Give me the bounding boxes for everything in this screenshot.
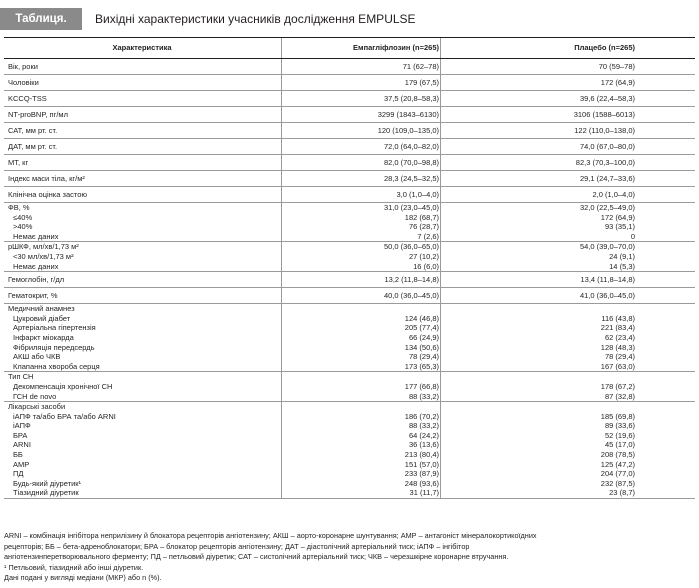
table-label-badge: Таблиця. — [0, 8, 82, 30]
table-row — [4, 75, 695, 90]
table-title-row — [0, 8, 699, 30]
placebo-value: 0 — [630, 231, 635, 241]
placebo-value: 87 (32,8) — [604, 391, 635, 401]
placebo-value: 82,3 (70,3–100,0) — [575, 158, 635, 167]
empagliflozin-value: 88 (33,2) — [408, 391, 439, 401]
table-row — [4, 343, 695, 353]
empagliflozin-value: 13,2 (11,8–14,8) — [384, 275, 439, 285]
placebo-value: 70 (59–78) — [598, 62, 635, 71]
table-row — [4, 213, 695, 223]
row-label: Немає даних — [13, 231, 59, 241]
table-row — [4, 171, 695, 186]
row-label: Немає даних — [13, 261, 59, 271]
table-row — [4, 203, 695, 213]
row-label: Фібриляція передсердь — [13, 342, 95, 352]
placebo-value: 167 (63,0) — [600, 361, 635, 371]
empagliflozin-value: 124 (46,8) — [404, 313, 439, 323]
row-label: іАПФ — [13, 421, 31, 431]
empagliflozin-value: 7 (2,6) — [417, 231, 439, 241]
row-label: >40% — [13, 222, 33, 232]
placebo-value: 14 (5,3) — [609, 261, 635, 271]
empagliflozin-value: 82,0 (70,0–98,8) — [383, 158, 439, 167]
table-row — [4, 222, 695, 232]
empagliflozin-value: 27 (10,2) — [408, 251, 439, 261]
empagliflozin-value: 248 (93,6) — [404, 478, 439, 488]
table-row-group — [4, 288, 695, 304]
table-row-group — [4, 272, 695, 288]
placebo-value: 54,0 (39,0–70,0) — [579, 242, 635, 252]
table-row — [4, 333, 695, 343]
row-label: АКШ або ЧКВ — [13, 352, 61, 362]
empagliflozin-value: 37,5 (20,8–58,3) — [383, 94, 439, 103]
empagliflozin-value: 31,0 (23,0–45,0) — [383, 203, 439, 212]
empagliflozin-value: 120 (109,0–135,0) — [377, 126, 439, 135]
table-row — [4, 479, 695, 489]
row-label: рШКФ, мл/хв/1,73 м² — [8, 242, 79, 252]
table-row-group — [4, 91, 695, 107]
table-row-group — [4, 155, 695, 171]
table-row — [4, 431, 695, 441]
row-label: Будь-який діуретик¹ — [13, 478, 82, 488]
table-title: Вихідні характеристики учасників дослідження EMPULSE — [95, 12, 416, 26]
placebo-value: 23 (8,7) — [609, 488, 635, 498]
header-characteristic: Характеристика — [112, 43, 172, 52]
table-row — [4, 412, 695, 422]
table-row — [4, 402, 695, 412]
table-row-group — [4, 402, 695, 499]
placebo-value: 208 (78,5) — [600, 450, 635, 460]
empagliflozin-value: 88 (33,2) — [408, 421, 439, 431]
row-label: ARNI — [13, 440, 31, 450]
empagliflozin-value: 3,0 (1,0–4,0) — [396, 190, 439, 199]
placebo-value: 128 (48,3) — [600, 342, 635, 352]
placebo-value: 2,0 (1,0–4,0) — [592, 190, 635, 199]
empagliflozin-value: 72,0 (64,0–82,0) — [383, 142, 439, 151]
row-label: АМР — [13, 459, 30, 469]
placebo-value: 52 (19,6) — [604, 430, 635, 440]
row-label: NT-proBNP, пг/мл — [8, 110, 68, 119]
placebo-value: 178 (67,2) — [600, 381, 635, 391]
row-label: KCCQ-TSS — [8, 94, 47, 103]
table-row — [4, 372, 695, 382]
placebo-value: 13,4 (11,8–14,8) — [580, 275, 635, 285]
row-label: Цукровий діабет — [13, 313, 71, 323]
row-label: Медичний анамнез — [8, 304, 75, 314]
table-row — [4, 155, 695, 170]
table-row-group — [4, 242, 695, 272]
table-row — [4, 352, 695, 362]
table-row — [4, 59, 695, 74]
row-label: ДАТ, мм рт. ст. — [8, 142, 58, 151]
row-label: МТ, кг — [8, 158, 29, 167]
row-label: Гемоглобін, г/дл — [8, 275, 65, 285]
empagliflozin-value: 31 (11,7) — [409, 488, 439, 498]
table-row-group — [4, 123, 695, 139]
empagliflozin-value: 36 (13,6) — [408, 440, 439, 450]
placebo-value: 45 (17,0) — [604, 440, 635, 450]
table-row — [4, 262, 695, 272]
placebo-value: 24 (9,1) — [609, 251, 635, 261]
empagliflozin-value: 173 (65,3) — [404, 361, 439, 371]
empagliflozin-value: 64 (24,2) — [408, 430, 439, 440]
empagliflozin-value: 40,0 (36,0–45,0) — [383, 291, 439, 301]
row-label: <30 мл/хв/1,73 м² — [13, 251, 74, 261]
empagliflozin-value: 182 (68,7) — [404, 212, 439, 222]
placebo-value: 3106 (1588–6013) — [573, 110, 635, 119]
empagliflozin-value: 66 (24,9) — [408, 332, 439, 342]
footnote-line: рецепторів; ББ – бета-адреноблокатори; БРА – блокатор рецепторів ангіотензину; ДАТ – діастолічний артеріальний тиск; іАПФ – інгібітор — [4, 541, 470, 551]
table-row-group — [4, 75, 695, 91]
placebo-value: 172 (64,9) — [600, 212, 635, 222]
table-row — [4, 304, 695, 314]
footnote-line: Дані подані у вигляді медіани (МКР) або n (%). — [4, 573, 162, 583]
empagliflozin-value: 78 (29,4) — [408, 352, 439, 362]
placebo-value: 78 (29,4) — [604, 352, 635, 362]
row-label: Декомпенсація хронічної СН — [13, 381, 113, 391]
placebo-value: 93 (35,1) — [604, 222, 635, 232]
footnote-line: ангіотензинперетворювального ферменту; ПД – петльовий діуретик; САТ – систолічний артеріальний тиск; ЧКВ – черезшкірне коронарне втручання. — [4, 552, 509, 562]
table-row — [4, 460, 695, 470]
row-label: Тіазидний діуретик — [13, 488, 79, 498]
table-row — [4, 323, 695, 333]
row-label: іАПФ та/або БРА та/або ARNI — [13, 411, 116, 421]
row-label: Артеріальна гіпертензія — [13, 323, 96, 333]
placebo-value: 122 (110,0–138,0) — [574, 126, 635, 135]
placebo-value: 232 (87,5) — [600, 478, 635, 488]
placebo-value: 116 (43,8) — [601, 313, 635, 323]
row-label: Індекс маси тіла, кг/м² — [8, 174, 85, 183]
row-label: Гематокрит, % — [8, 291, 58, 301]
row-label: ББ — [13, 450, 23, 460]
row-label: Інфаркт міокарда — [13, 332, 74, 342]
table-row — [4, 421, 695, 431]
row-label: Лікарські засоби — [8, 402, 66, 412]
empagliflozin-value: 71 (62–78) — [402, 62, 439, 71]
table-row-group — [4, 372, 695, 402]
empagliflozin-value: 233 (87,9) — [404, 469, 439, 479]
row-label: ≤40% — [13, 212, 33, 222]
table-row-group — [4, 59, 695, 75]
row-label: ПД — [13, 469, 24, 479]
placebo-value: 185 (69,8) — [600, 411, 635, 421]
placebo-value: 41,0 (36,0–45,0) — [579, 291, 635, 301]
placebo-value: 172 (64,9) — [600, 78, 635, 87]
header-empagliflozin: Емпагліфлозин (n=265) — [353, 43, 439, 52]
placebo-value: 39,6 (22,4–58,3) — [579, 94, 635, 103]
table-row-group — [4, 171, 695, 187]
characteristics-table — [4, 37, 695, 499]
empagliflozin-value: 177 (66,8) — [404, 381, 439, 391]
table-row — [4, 252, 695, 262]
header-placebo: Плацебо (n=265) — [574, 43, 635, 52]
table-row — [4, 242, 695, 252]
placebo-value: 62 (23,4) — [604, 332, 635, 342]
table-row-group — [4, 203, 695, 242]
placebo-value: 89 (33,6) — [604, 421, 635, 431]
table-row — [4, 450, 695, 460]
placebo-value: 29,1 (24,7–33,6) — [579, 174, 635, 183]
empagliflozin-value: 134 (50,6) — [404, 342, 439, 352]
footnote-line: ¹ Петльовий, тіазидний або інші діуретик. — [4, 562, 144, 572]
table-row-group — [4, 107, 695, 123]
empagliflozin-value: 213 (80,4) — [404, 450, 439, 460]
table-row — [4, 139, 695, 154]
row-label: САТ, мм рт. ст. — [8, 126, 58, 135]
table-body — [4, 59, 695, 499]
table-row-group — [4, 304, 695, 372]
row-label: Клінічна оцінка застою — [8, 190, 88, 199]
table-row — [4, 488, 695, 498]
table-row — [4, 91, 695, 106]
table-row — [4, 187, 695, 202]
empagliflozin-value: 186 (70,2) — [404, 411, 439, 421]
row-label: Тип СН — [8, 372, 34, 382]
empagliflozin-value: 3299 (1843–6130) — [377, 110, 439, 119]
row-label: ГСН de novo — [13, 391, 57, 401]
table-row-group — [4, 139, 695, 155]
empagliflozin-value: 179 (67,5) — [404, 78, 439, 87]
table-row — [4, 392, 695, 402]
table-row — [4, 272, 695, 287]
empagliflozin-value: 50,0 (36,0–65,0) — [383, 242, 439, 252]
row-label: ФВ, % — [8, 203, 30, 212]
table-row — [4, 288, 695, 303]
table-footnotes — [4, 531, 695, 584]
placebo-value: 32,0 (22,5–49,0) — [579, 203, 635, 212]
table-row — [4, 469, 695, 479]
footnote-line: ARNI – комбінація інгібітора неприлізину й блокатора рецепторів ангіотензину; АКШ – аорто-коронарне шунтування; АМР – антагоніст мінералокортикоїдних — [4, 531, 537, 540]
table-row — [4, 314, 695, 324]
table-row — [4, 107, 695, 122]
table-row-group — [4, 187, 695, 203]
table-row — [4, 232, 695, 242]
table-header-row — [4, 38, 695, 59]
row-label: Вік, роки — [8, 62, 38, 71]
empagliflozin-value: 28,3 (24,5–32,5) — [383, 174, 439, 183]
placebo-value: 125 (47,2) — [600, 459, 635, 469]
placebo-value: 74,0 (67,0–80,0) — [579, 142, 635, 151]
placebo-value: 204 (77,0) — [600, 469, 635, 479]
row-label: БРА — [13, 430, 28, 440]
empagliflozin-value: 205 (77,4) — [404, 323, 439, 333]
table-row — [4, 123, 695, 138]
table-row — [4, 382, 695, 392]
placebo-value: 221 (83,4) — [600, 323, 635, 333]
empagliflozin-value: 76 (28,7) — [408, 222, 439, 232]
empagliflozin-value: 151 (57,0) — [404, 459, 439, 469]
table-row — [4, 362, 695, 372]
row-label: Клапанна хвороба серця — [13, 361, 100, 371]
table-row — [4, 440, 695, 450]
row-label: Чоловіки — [8, 78, 39, 87]
empagliflozin-value: 16 (6,0) — [413, 261, 439, 271]
